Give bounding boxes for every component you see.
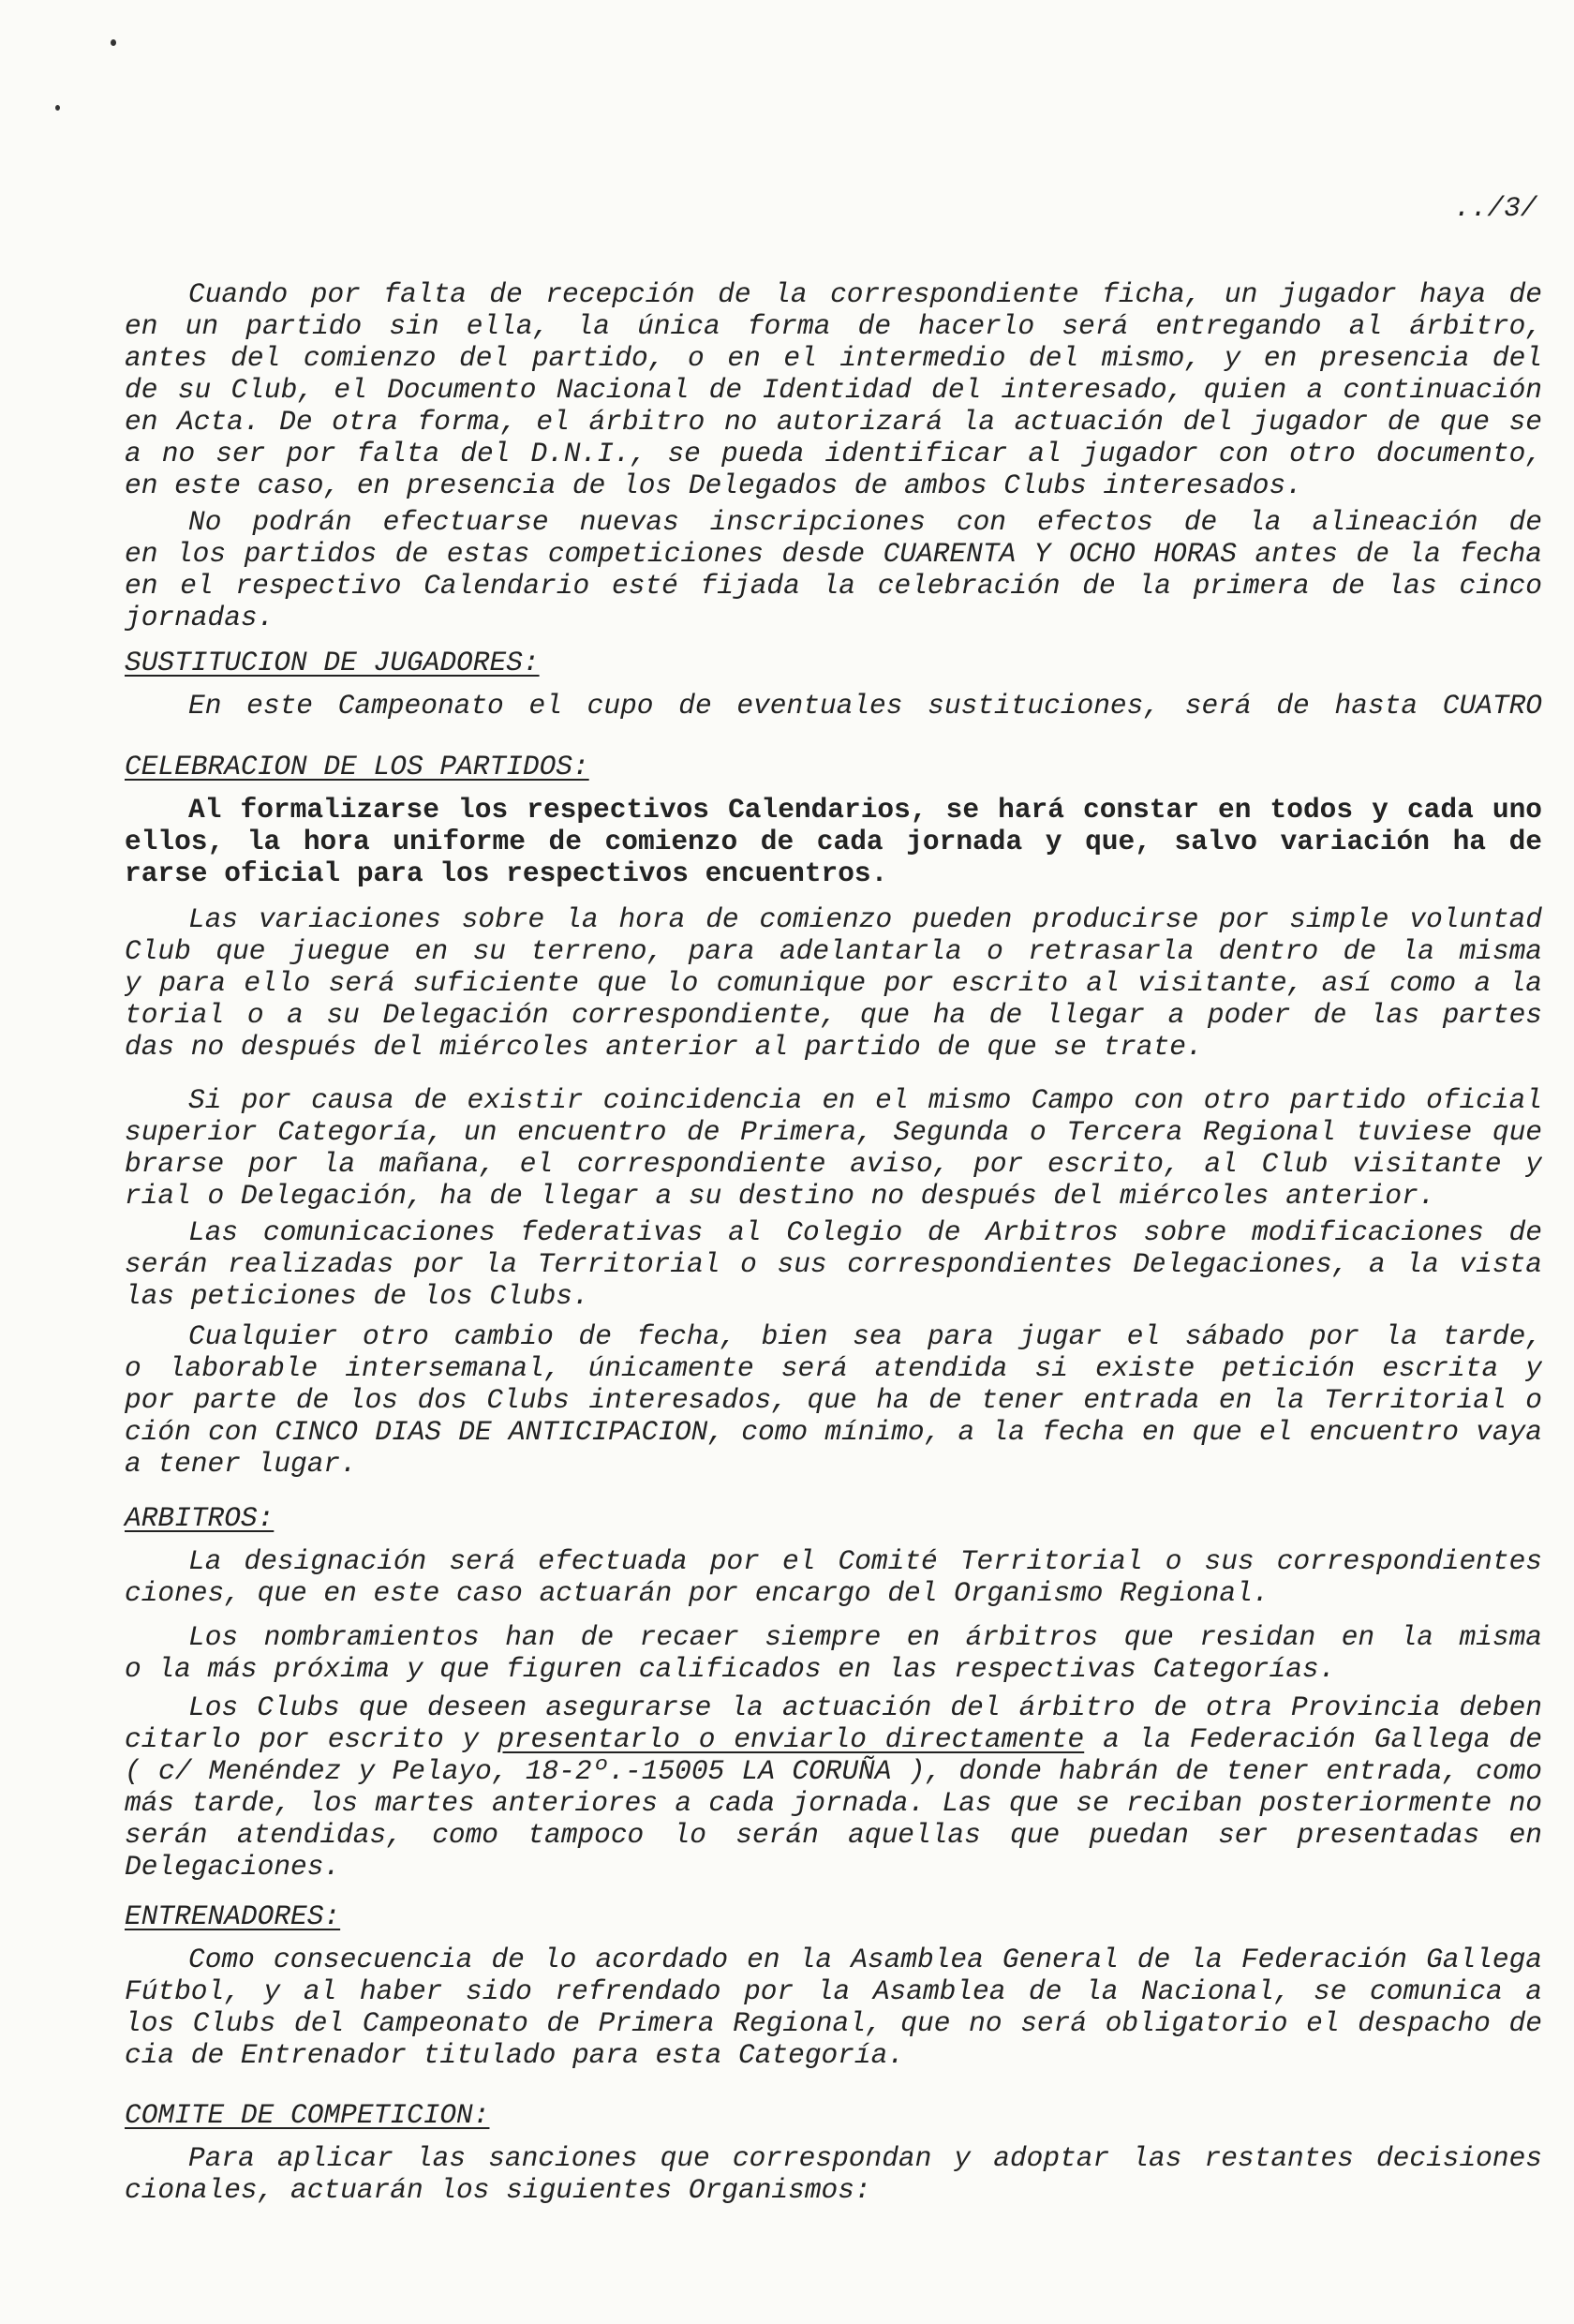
text-line: brarse por la mañana, el correspondiente aviso, por escrito, al Club visitante y xyxy=(125,1148,1542,1180)
paragraph xyxy=(125,1944,1542,2071)
text-line: en los partidos de estas competiciones desde CUARENTA Y OCHO HORAS antes de la fecha xyxy=(125,538,1542,570)
text-line: de su Club, el Documento Nacional de Identidad del interesado, quien a continuación xyxy=(125,374,1542,406)
document-section xyxy=(125,278,1542,501)
text-line: Como consecuencia de lo acordado en la Asamblea General de la Federación Gallega xyxy=(188,1944,1542,1975)
text-line xyxy=(125,1723,1542,1755)
paragraph xyxy=(125,1216,1542,1312)
paragraph xyxy=(125,794,1542,889)
page-number: ../3/ xyxy=(1454,192,1537,224)
text-line: cionales, actuarán los siguientes Organismos: xyxy=(125,2174,871,2206)
text-line: en el respectivo Calendario esté fijada la celebración de la primera de las cinco xyxy=(125,570,1542,602)
text-line: antes del comienzo del partido, o en el intermedio del mismo, y en presencia del xyxy=(125,342,1542,374)
text-line: Fútbol, y al haber sido refrendado por la Asamblea de la Nacional, se comunica a xyxy=(125,1975,1542,2007)
section-heading: CELEBRACION DE LOS PARTIDOS: xyxy=(125,751,589,782)
text-line: rial o Delegación, ha de llegar a su destino no después del miércoles anterior. xyxy=(125,1180,1435,1212)
text-line: Para aplicar las sanciones que correspondan y adoptar las restantes decisiones xyxy=(188,2142,1542,2174)
text-line: serán atendidas, como tampoco lo serán aquellas que puedan ser presentadas en xyxy=(125,1819,1542,1851)
text-line: Delegaciones. xyxy=(125,1851,341,1883)
text-line: Cuando por falta de recepción de la correspondiente ficha, un jugador haya de xyxy=(188,278,1542,310)
scan-speck xyxy=(111,39,116,46)
text-line: ciones, que en este caso actuarán por encargo del Organismo Regional. xyxy=(125,1577,1270,1609)
document-section xyxy=(125,1502,1542,1609)
text-line: Las comunicaciones federativas al Colegio de Arbitros sobre modificaciones de xyxy=(188,1216,1542,1248)
text-line: No podrán efectuarse nuevas inscripciones con efectos de la alineación de xyxy=(188,506,1542,538)
section-heading: ENTRENADORES: xyxy=(125,1900,341,1932)
text-line: o la más próxima y que figuren calificados en las respectivas Categorías. xyxy=(125,1653,1336,1685)
paragraph xyxy=(125,2142,1542,2206)
text-line: das no después del miércoles anterior al partido de que se trate. xyxy=(125,1031,1203,1063)
text-line: La designación será efectuada por el Comité Territorial o sus correspondientes xyxy=(188,1545,1542,1577)
text-line: ( c/ Menéndez y Pelayo, 18-2º.-15005 LA CORUÑA ), donde habrán de tener entrada, como xyxy=(125,1755,1542,1787)
text-line: Si por causa de existir coincidencia en el mismo Campo con otro partido oficial xyxy=(188,1084,1542,1116)
document-section xyxy=(125,647,1542,722)
paragraph xyxy=(125,1545,1542,1609)
text-line: Los nombramientos han de recaer siempre en árbitros que residan en la misma xyxy=(188,1621,1542,1653)
text-line: y para ello será suficiente que lo comunique por escrito al visitante, así como a la xyxy=(125,967,1542,999)
paragraph xyxy=(125,1084,1542,1212)
document-section xyxy=(125,1320,1542,1480)
text-line: superior Categoría, un encuentro de Primera, Segunda o Tercera Regional tuviese que xyxy=(125,1116,1542,1148)
document-section xyxy=(125,1216,1542,1312)
text-line: En este Campeonato el cupo de eventuales sustituciones, será de hasta CUATRO xyxy=(188,690,1542,722)
document-section xyxy=(125,506,1542,633)
document-section xyxy=(125,1084,1542,1212)
text-line: Cualquier otro cambio de fecha, bien sea para jugar el sábado por la tarde, xyxy=(188,1320,1542,1352)
section-heading: SUSTITUCION DE JUGADORES: xyxy=(125,647,540,678)
text-line: Las variaciones sobre la hora de comienzo pueden producirse por simple voluntad xyxy=(188,903,1542,935)
paragraph xyxy=(125,1320,1542,1480)
paragraph xyxy=(125,278,1542,501)
text-line: torial o a su Delegación correspondiente, que ha de llegar a poder de las partes xyxy=(125,999,1542,1031)
paragraph xyxy=(125,1621,1542,1685)
scan-speck xyxy=(55,105,60,111)
text-line: en este caso, en presencia de los Delegados de ambos Clubs interesados. xyxy=(125,469,1302,501)
section-heading: COMITE DE COMPETICION: xyxy=(125,2099,490,2131)
document-section xyxy=(125,1691,1542,1883)
section-heading: ARBITROS: xyxy=(125,1502,275,1534)
text-line: las peticiones de los Clubs. xyxy=(125,1280,589,1312)
text-line: Los Clubs que deseen asegurarse la actuación del árbitro de otra Provincia deben xyxy=(188,1691,1542,1723)
text-line: los Clubs del Campeonato de Primera Regional, que no será obligatorio el despacho de xyxy=(125,2007,1542,2039)
text-line: o laborable intersemanal, únicamente será atendida si existe petición escrita y xyxy=(125,1352,1542,1384)
paragraph xyxy=(125,903,1542,1063)
text-line: por parte de los dos Clubs interesados, que ha de tener entrada en la Territorial o xyxy=(125,1384,1542,1416)
text-line: rarse oficial para los respectivos encuentros. xyxy=(125,857,888,889)
text-line: cia de Entrenador titulado para esta Categoría. xyxy=(125,2039,905,2071)
text-line: serán realizadas por la Territorial o sus correspondientes Delegaciones, a la vista xyxy=(125,1248,1542,1280)
text-line: en un partido sin ella, la única forma de hacerlo será entregando al árbitro, xyxy=(125,310,1542,342)
text-line: a no ser por falta del D.N.I., se pueda identificar al jugador con otro documento, xyxy=(125,438,1542,469)
text-line: más tarde, los martes anteriores a cada jornada. Las que se reciban posteriormente no xyxy=(125,1787,1542,1819)
text-line: Club que juegue en su terreno, para adelantarla o retrasarla dentro de la misma xyxy=(125,935,1542,967)
document-section xyxy=(125,903,1542,1063)
text-line: a tener lugar. xyxy=(125,1448,357,1480)
paragraph xyxy=(125,1691,1542,1883)
paragraph xyxy=(125,506,1542,633)
text-segment: citarlo por escrito y xyxy=(125,1723,498,1755)
document-section xyxy=(125,2099,1542,2206)
underlined-text: presentarlo o enviarlo directamente xyxy=(497,1723,1085,1755)
document-section xyxy=(125,1621,1542,1685)
document-section xyxy=(125,1900,1542,2071)
text-segment: a la Federación Gallega de xyxy=(1103,1723,1542,1755)
text-line: Al formalizarse los respectivos Calendarios, se hará constar en todos y cada uno xyxy=(188,794,1542,826)
paragraph xyxy=(125,690,1542,722)
text-line: ellos, la hora uniforme de comienzo de cada jornada y que, salvo variación ha de xyxy=(125,826,1542,857)
text-line: ción con CINCO DIAS DE ANTICIPACION, como mínimo, a la fecha en que el encuentro vaya xyxy=(125,1416,1542,1448)
text-line: en Acta. De otra forma, el árbitro no autorizará la actuación del jugador de que se xyxy=(125,406,1542,438)
document-section xyxy=(125,751,1542,889)
text-line: jornadas. xyxy=(125,602,275,633)
